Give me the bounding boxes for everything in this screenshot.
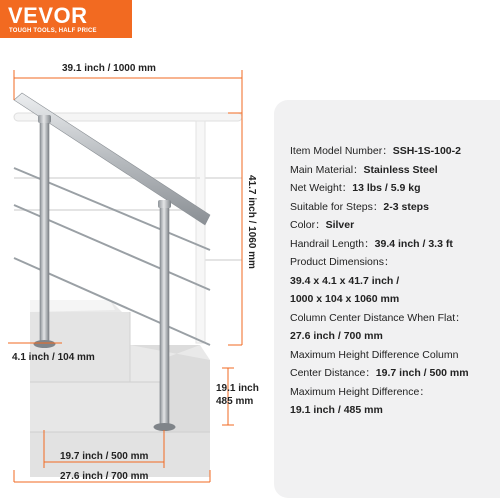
spec-mhd-col-label-1: Maximum Height Difference Column: [290, 348, 459, 361]
spec-handrail: [290, 235, 500, 254]
spec-color-value: Silver: [325, 219, 355, 231]
spec-mhd-col-row: [290, 364, 500, 383]
spec-mhd-value: 19.1 inch / 485 mm: [290, 404, 383, 416]
spec-color: [290, 216, 500, 235]
spec-dims-label: Product Dimensions：: [290, 256, 395, 268]
spec-model-value: SSH-1S-100-2: [392, 145, 461, 157]
spec-dims-value-row-1: [290, 272, 500, 291]
spec-dims-value-2: 1000 x 104 x 1060 mm: [290, 293, 400, 305]
spec-material-value: Stainless Steel: [363, 163, 438, 176]
spec-dims-value-1: 39.4 x 4.1 x 41.7 inch /: [290, 274, 400, 287]
spec-weight-value: 13 lbs / 5.9 kg: [352, 182, 421, 194]
spec-dims-label-row: [290, 253, 500, 272]
spec-ccd-value-row: [290, 327, 500, 346]
dim-column-half: 19.7 inch / 500 mm: [60, 451, 149, 462]
spec-material-label: Main Material：: [290, 163, 364, 176]
spec-color-label: Color：: [290, 219, 326, 231]
spec-ccd-label-row: [290, 309, 500, 328]
brand-name: VEVOR: [8, 3, 88, 28]
spec-mhd-col-label-2: Center Distance：: [290, 367, 376, 379]
spec-handrail-value: 39.4 inch / 3.3 ft: [374, 237, 453, 250]
dim-column-full: 27.6 inch / 700 mm: [60, 471, 149, 482]
brand-tagline: TOUGH TOOLS, HALF PRICE: [9, 28, 97, 34]
spec-mhd-col-label-row: [290, 346, 500, 365]
spec-mhd-col-value: 19.7 inch / 500 mm: [375, 367, 469, 379]
spec-mhd-value-row: [290, 401, 500, 420]
dim-step-height-mm: 485 mm: [216, 396, 254, 407]
spec-model: [290, 142, 500, 161]
spec-model-label: Item Model Number：: [290, 145, 393, 157]
dim-post-height: 4.1 inch / 104 mm: [12, 352, 95, 363]
spec-steps-value: 2-3 steps: [383, 200, 429, 213]
spec-mhd-label: Maximum Height Difference：: [290, 385, 430, 398]
spec-ccd-label: Column Center Distance When Flat：: [290, 311, 466, 324]
spec-ccd-value: 27.6 inch / 700 mm: [290, 330, 383, 342]
spec-dims-value-row-2: [290, 290, 500, 309]
spec-mhd-label-row: [290, 383, 500, 402]
specs-list: [290, 142, 500, 420]
spec-material: [290, 161, 500, 180]
spec-weight-label: Net Weight：: [290, 182, 353, 194]
spec-steps-label: Suitable for Steps：: [290, 200, 384, 213]
spec-steps: [290, 198, 500, 217]
spec-handrail-label: Handrail Length：: [290, 237, 375, 250]
dim-height: 41.7 inch / 1060 mm: [246, 175, 257, 269]
dim-top-width: 39.1 inch / 1000 mm: [62, 63, 156, 74]
dim-step-height-inch: 19.1 inch: [216, 383, 259, 394]
spec-weight: [290, 179, 500, 198]
